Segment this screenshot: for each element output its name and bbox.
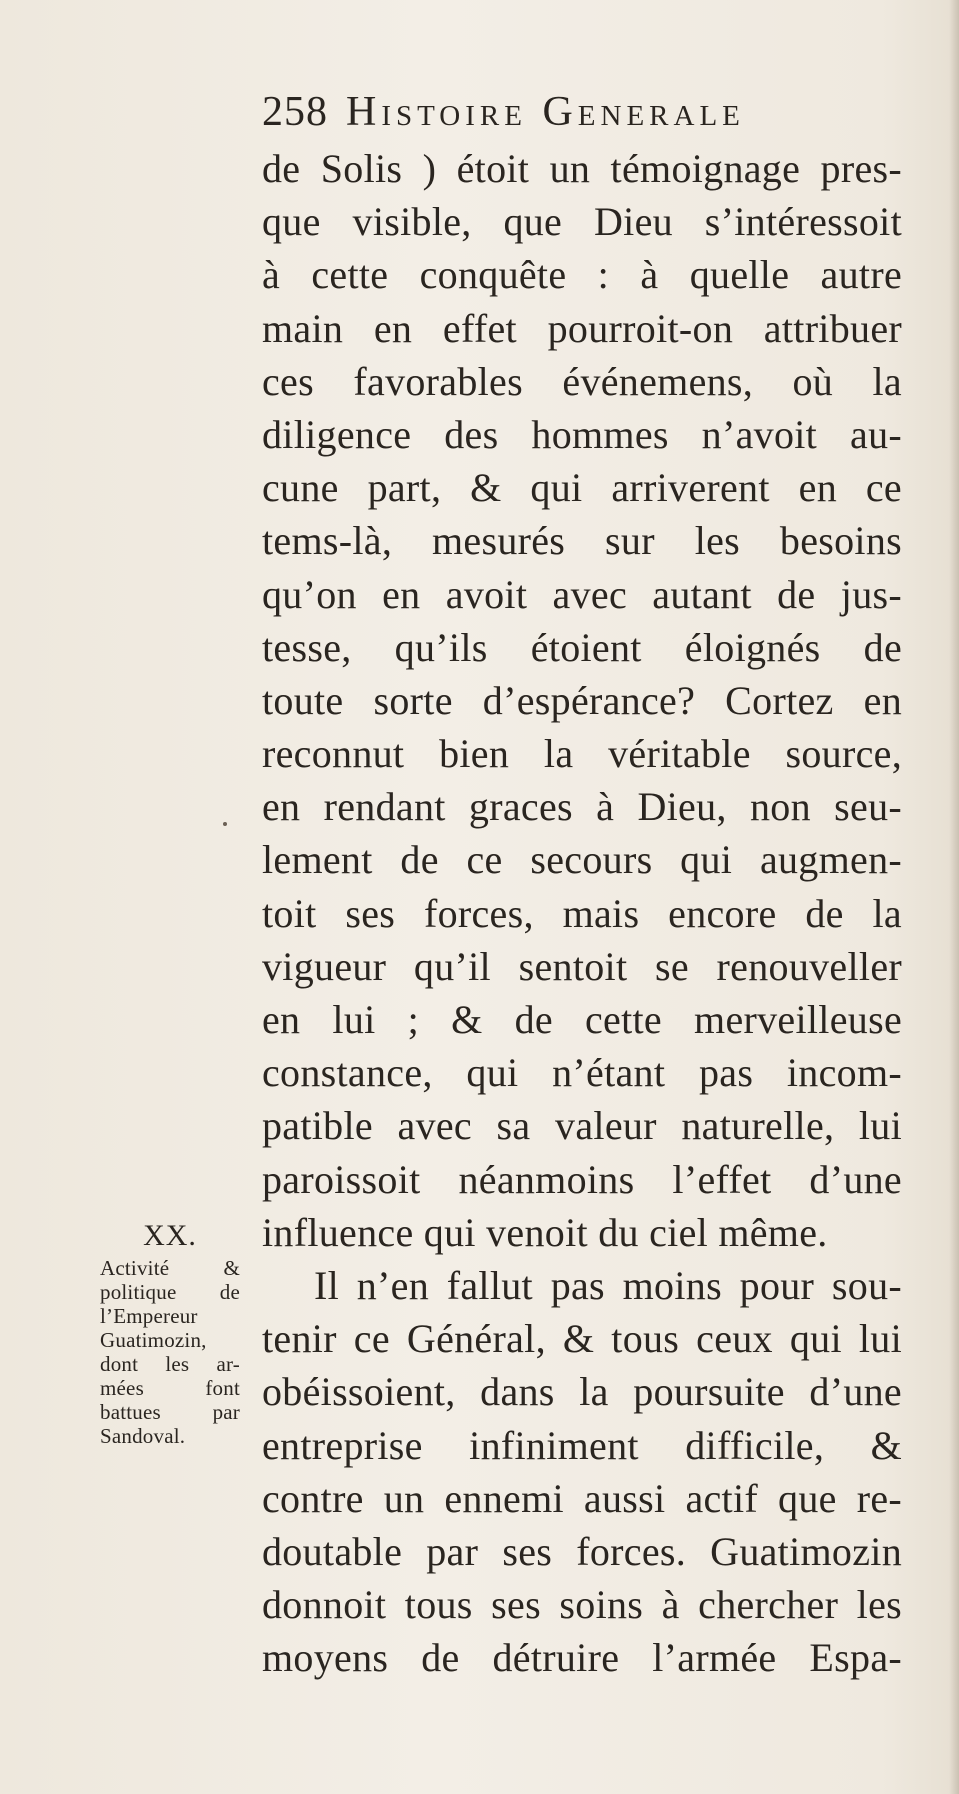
margin-note-line: dont les ar-: [100, 1352, 240, 1376]
text-line: toit ses forces, mais encore de la: [262, 890, 902, 936]
body-text: [262, 142, 902, 1684]
text-line: que visible, que Dieu s’intéressoit: [262, 199, 902, 245]
ink-speck: [223, 822, 227, 826]
running-title: Histoire Generale: [346, 89, 745, 135]
margin-note-line: l’Empereur: [100, 1304, 198, 1328]
page-number: 258: [262, 89, 328, 135]
text-line: de Solis ) étoit un témoignage pres-: [262, 146, 902, 191]
page-edge-shadow: [949, 0, 959, 1794]
paragraph-start-line: Il n’en fallut pas moins pour sou-: [314, 1262, 902, 1308]
text-line: lement de ce secours qui augmen-: [262, 837, 902, 883]
text-line: main en effet pourroit-on attribuer: [262, 305, 902, 351]
margin-note-line: Activité &: [100, 1256, 240, 1280]
paragraph-end-line: influence qui venoit du ciel même.: [262, 1209, 828, 1255]
margin-note-line: battues par: [100, 1400, 240, 1424]
section-number: XX.: [143, 1219, 197, 1252]
margin-note-line: mées font: [100, 1376, 240, 1400]
text-line: constance, qui n’étant pas incom-: [262, 1050, 902, 1096]
text-line: en lui ; & de cette merveilleuse: [262, 997, 902, 1042]
text-line: vigueur qu’il sentoit se renouveller: [262, 943, 902, 989]
text-line: reconnut bien la véritable source,: [262, 731, 902, 777]
text-line: ces favorables événemens, où la: [262, 358, 902, 404]
text-line: donnoit tous ses soins à chercher les: [262, 1582, 902, 1628]
text-line: paroissoit néanmoins l’effet d’une: [262, 1156, 902, 1202]
text-line: moyens de détruire l’armée Espa-: [262, 1635, 902, 1681]
text-line: qu’on en avoit avec autant de jus-: [262, 571, 902, 617]
text-line: patible avec sa valeur naturelle, lui: [262, 1103, 902, 1149]
margin-note-line: politique de: [100, 1280, 240, 1304]
margin-note-line: Sandoval.: [100, 1424, 186, 1448]
text-line: tenir ce Général, & tous ceux qui lui: [262, 1316, 902, 1362]
text-line: toute sorte d’espérance? Cortez en: [262, 677, 902, 723]
text-line: tesse, qu’ils étoient éloignés de: [262, 624, 902, 670]
text-line: obéissoient, dans la poursuite d’une: [262, 1369, 902, 1415]
margin-note-line: Guatimozin,: [100, 1328, 207, 1352]
text-line: cune part, & qui arriverent en ce: [262, 465, 902, 511]
text-line: tems-là, mesurés sur les besoins: [262, 518, 902, 564]
text-line: diligence des hommes n’avoit au-: [262, 411, 902, 457]
text-line: contre un ennemi aussi actif que re-: [262, 1475, 902, 1521]
text-line: doutable par ses forces. Guatimozin: [262, 1528, 902, 1574]
text-line: en rendant graces à Dieu, non seu-: [262, 784, 902, 830]
text-line: à cette conquête : à quelle autre: [262, 252, 902, 298]
text-line: entreprise infiniment difficile, &: [262, 1422, 902, 1468]
running-header: [262, 84, 902, 140]
margin-note: [100, 1218, 240, 1448]
